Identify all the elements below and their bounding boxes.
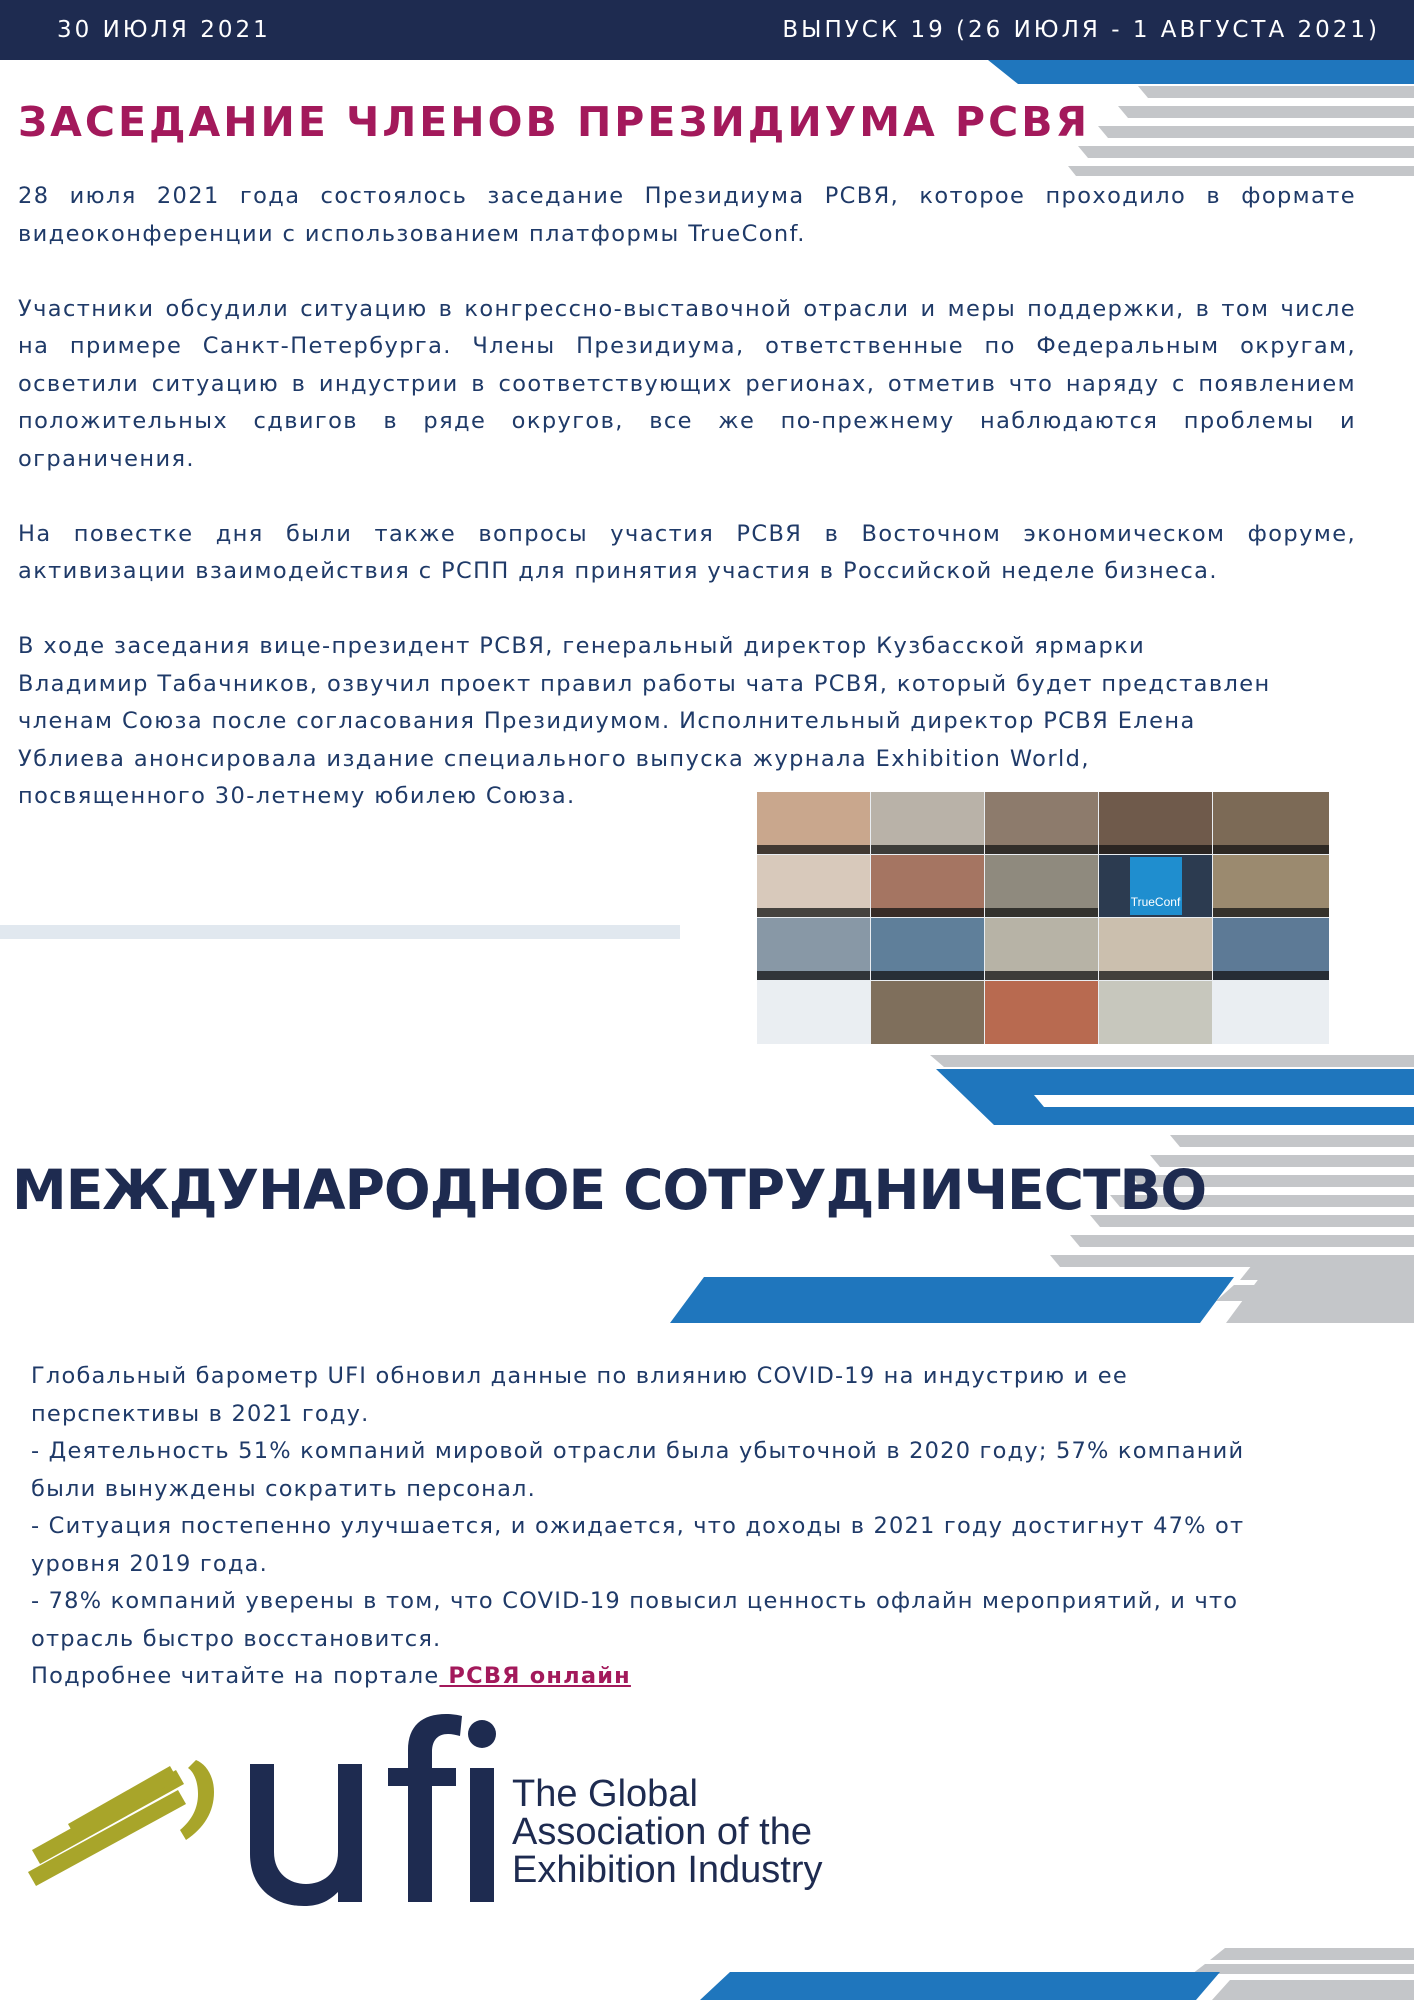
section-body-international [31,1358,1361,1696]
decor-stripes-bottom [700,1948,1414,2000]
issue-number: ВЫПУСК 19 (26 ИЮЛЯ - 1 АВГУСТА 2021) [782,17,1380,43]
video-tile [871,792,984,854]
paragraph: Участники обсудили ситуацию в конгрессно-выставочной отрасли и меры поддержки, в том числе на примере Санкт-Петербурга. Члены Президиума, ответственные по Федеральным округам, осветили ситуацию в индустрии в соответствующих регионах, отметив что наряду с появлением положительных сдвигов в ряде округов, все же по-прежнему наблюдаются проблемы и ограничения. [18,295,1356,472]
video-tile [1099,918,1212,980]
decor-stripes-blue-band [670,1277,1414,1325]
text-line: отрасль быстро восстановится. [31,1625,442,1652]
read-more-line [31,1658,1361,1696]
video-tile [1099,792,1212,854]
ufi-tagline-line: Exhibition Industry [512,1849,823,1891]
text-line: перспективы в 2021 году. [31,1400,370,1427]
header-bar [0,0,1414,60]
paragraph-line: В ходе заседания вице-президент РСВЯ, генеральный директор Кузбасской ярмарки [18,633,1146,659]
ufi-tagline-line: Association of the [512,1811,812,1853]
text-line: - Ситуация постепенно улучшается, и ожидается, что доходы в 2021 году достигнут 47% от [31,1513,1245,1539]
paragraph-line: членам Союза после согласования Президиумом. Исполнительный директор РСВЯ Елена [18,708,1196,734]
paragraph-line: Владимир Табачников, озвучил проект правил работы чата РСВЯ, который будет представлен [18,670,1271,697]
ufi-tagline-line: The Global [512,1773,698,1815]
paragraph-line: Ублиева анонсировала издание специального выпуска журнала Exhibition World, [18,745,1090,772]
video-tile [1099,855,1212,917]
section-body-presidium [18,178,1356,853]
divider-bar [0,925,680,939]
video-tile [871,855,984,917]
paragraph: 28 июля 2021 года состоялось заседание Президиума РСВЯ, которое проходило в формате видеоконференции с использованием платформы TrueConf. [18,183,1356,247]
video-tile [1213,792,1329,854]
video-tile [985,855,1098,917]
video-tile [985,792,1098,854]
text-line: - Деятельность 51% компаний мировой отрасли была убыточной в 2020 году; 57% компаний [31,1438,1245,1464]
issue-date: 30 ИЮЛЯ 2021 [57,17,271,43]
video-tile [871,981,984,1044]
video-tile [757,918,870,980]
text-line: Глобальный барометр UFI обновил данные по влиянию COVID-19 на индустрию и ее [31,1363,1128,1389]
paragraph: На повестке дня были также вопросы участия РСВЯ в Восточном экономическом форуме, активизации взаимодействия с РСПП для принятия участия в Российской неделе бизнеса. [18,520,1356,584]
video-tile [1213,918,1329,980]
paragraph-line: посвященного 30-летнему юбилею Союза. [18,783,576,809]
video-tile [985,918,1098,980]
video-tile [871,918,984,980]
text-line: уровня 2019 года. [31,1550,268,1577]
read-more-text: Подробнее читайте на портале [31,1663,440,1689]
video-tile [757,792,870,854]
video-tile [985,981,1098,1044]
trueconf-logo: TrueConf [1130,857,1182,915]
rsvya-online-link[interactable]: РСВЯ онлайн [439,1663,631,1689]
section-title-international: МЕЖДУНАРОДНОЕ СОТРУДНИЧЕСТВО [12,1158,1207,1222]
text-line: были вынуждены сократить персонал. [31,1475,536,1502]
videoconference-photo [757,792,1329,1044]
section-title-presidium: ЗАСЕДАНИЕ ЧЛЕНОВ ПРЕЗИДИУМА РСВЯ [18,98,1091,146]
ufi-tagline [512,1775,823,1889]
video-tile [1099,981,1212,1044]
paragraph [18,628,1356,816]
video-tile [757,855,870,917]
video-tile [1213,855,1329,917]
text-line: - 78% компаний уверены в том, что COVID-19 повысил ценность офлайн мероприятий, и что [31,1588,1239,1614]
